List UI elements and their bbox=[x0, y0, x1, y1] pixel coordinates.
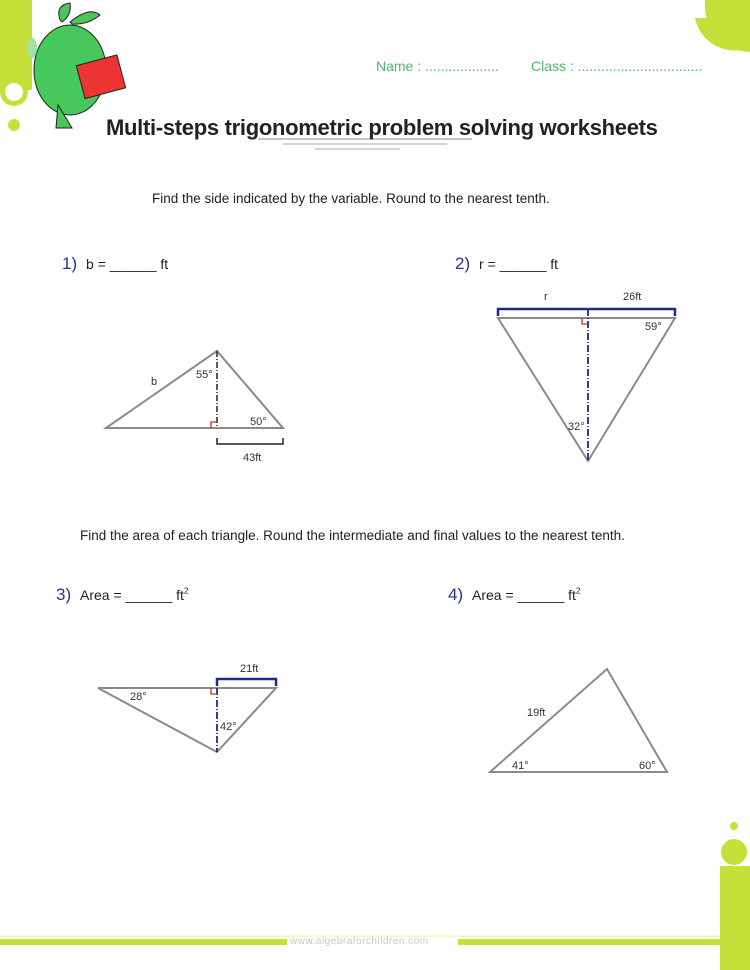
name-field[interactable]: Name : ................... bbox=[376, 58, 499, 74]
answer-blank[interactable]: r = ______ ft bbox=[479, 256, 559, 272]
side-label: r bbox=[544, 291, 548, 303]
triangle-2 bbox=[498, 291, 675, 461]
angle-label: 59° bbox=[645, 321, 662, 333]
top-bracket bbox=[217, 679, 276, 686]
class-field[interactable]: Class : ................................ bbox=[531, 58, 703, 74]
problem-number: 4) bbox=[448, 585, 464, 604]
footer-url: www.algebraforchildren.com bbox=[290, 936, 429, 947]
triangle-3 bbox=[98, 663, 276, 752]
side-label: 19ft bbox=[527, 707, 546, 719]
problem-number: 1) bbox=[62, 254, 78, 273]
answer-blank[interactable]: b = ______ ft bbox=[86, 256, 169, 272]
side-label: 21ft bbox=[240, 663, 259, 675]
angle-label: 55° bbox=[196, 369, 213, 381]
angle-label: 60° bbox=[639, 760, 656, 772]
angle-label: 32° bbox=[568, 421, 585, 433]
side-label: 43ft bbox=[243, 452, 262, 464]
side-label: 26ft bbox=[623, 291, 642, 303]
answer-blank[interactable]: Area = ______ ft bbox=[472, 587, 576, 603]
base-bracket bbox=[217, 438, 283, 444]
angle-label: 50° bbox=[250, 416, 267, 428]
side-label: b bbox=[151, 376, 158, 388]
unit-exponent: 2 bbox=[575, 586, 581, 596]
top-bracket bbox=[498, 309, 675, 316]
unit-exponent: 2 bbox=[183, 586, 189, 596]
triangle-1 bbox=[106, 351, 283, 464]
angle-label: 42° bbox=[220, 721, 237, 733]
problem-number: 2) bbox=[455, 254, 471, 273]
page-title: Multi-steps trigonometric problem solving worksheets bbox=[106, 115, 658, 140]
answer-blank[interactable]: Area = ______ ft bbox=[80, 587, 184, 603]
section-2-instruction: Find the area of each triangle. Round the intermediate and final values to the nearest tenth. bbox=[80, 528, 625, 543]
triangle-4 bbox=[490, 669, 667, 772]
problem-number: 3) bbox=[56, 585, 72, 604]
angle-label: 28° bbox=[130, 691, 147, 703]
angle-label: 41° bbox=[512, 760, 529, 772]
section-1-instruction: Find the side indicated by the variable. Round to the nearest tenth. bbox=[152, 191, 550, 206]
